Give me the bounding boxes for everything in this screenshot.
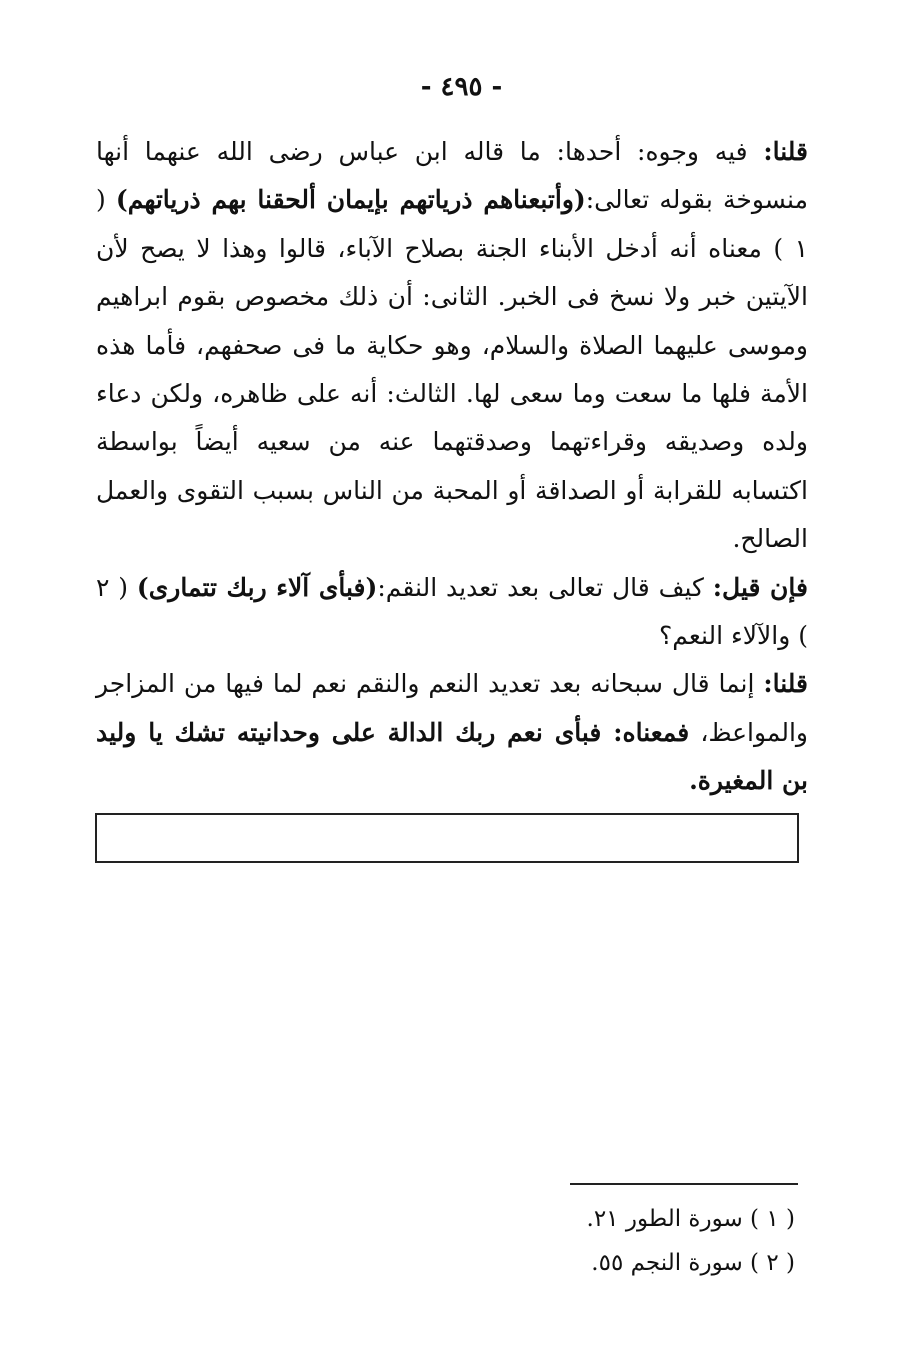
answer-2-text: إنما قال سبحانه بعد تعديد النعم والنقم نعم لما فيها من المزاجر والمواعظ،: [96, 669, 808, 747]
footnotes: [395, 1197, 795, 1285]
answer-text-start: فيه وجوه: أحدها: ما قاله ابن عباس رضى الله عنهما أنها منسوخة بقوله تعالى:: [96, 137, 808, 215]
paragraph-question: [96, 564, 808, 661]
question-text-end: ( ٢ ) والآلاء النعم؟: [96, 572, 808, 651]
body-text: [96, 128, 808, 806]
paragraph-answer-1: [96, 128, 808, 564]
footnote-divider: [570, 1183, 798, 1185]
question-label: فإن قيل:: [712, 572, 808, 602]
answer-label-2: قلنا:: [763, 669, 808, 699]
quran-quote-najm: (فبأى آلاء ربك تتمارى): [136, 572, 378, 602]
quran-quote-tur: (وأتبعناهم ذرياتهم بإيمان ألحقنا بهم ذرياتهم): [115, 185, 586, 215]
answer-text-rest: ( ١ ) معناه أنه أدخل الأبناء الجنة بصلاح الآباء، قالوا وهذا لا يصح لأن الآيتين خبر ولا نسخ فى الخبر. الثانى: أن ذلك مخصوص بقوم ابراهيم وموسى عليهما الصلاة والسلام، وهو حكاية ما فى صحفهم، فأما هذه الأمة فلها ما سعت وما سعى لها. الثالث: أنه على ظاهره، ولكن دعاء ولده وصديقه وقراءتهما وصدقتهما عنه من سعيه أيضاً بواسطة اكتسابه للقرابة أو الصداقة أو المحبة من الناس بسبب التقوى والعمل الصالح.: [96, 185, 808, 554]
question-text: كيف قال تعالى بعد تعديد النقم:: [377, 572, 713, 602]
answer-2-meaning: فمعناه: فبأى نعم ربك الدالة على وحدانيته تشك يا وليد بن المغيرة.: [96, 717, 808, 796]
answer-label: قلنا:: [763, 137, 808, 166]
empty-box: [95, 813, 799, 863]
page-number: - ٤٩٥ -: [420, 72, 503, 102]
paragraph-answer-2: [96, 660, 808, 805]
footnote-1: ( ١ ) سورة الطور ٢١.: [586, 1206, 795, 1232]
footnote-2: ( ٢ ) سورة النجم ٥٥.: [591, 1250, 795, 1276]
